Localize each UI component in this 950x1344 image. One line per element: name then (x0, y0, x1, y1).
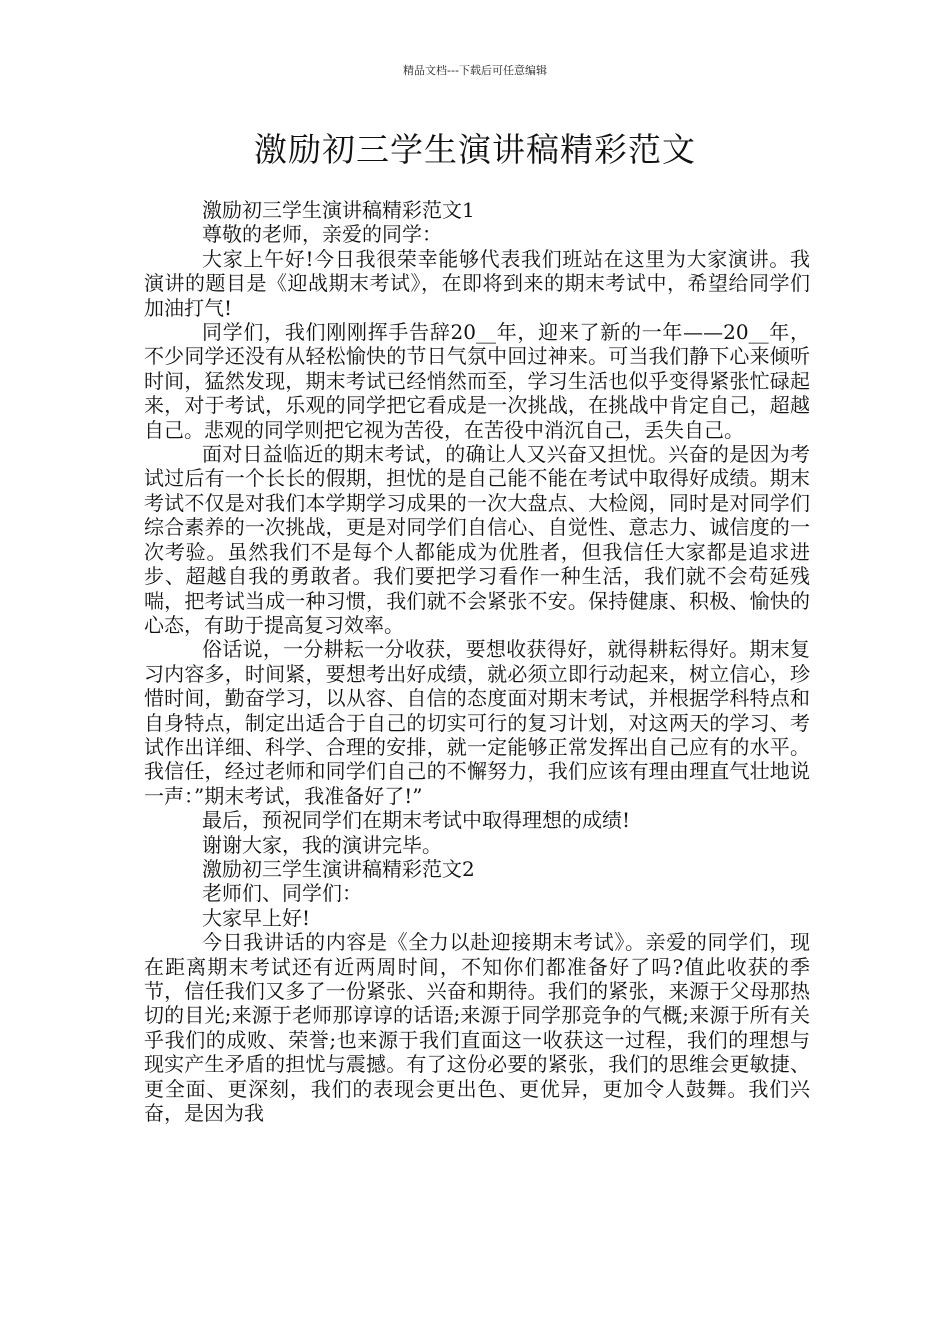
page-header-note: 精品文档---下载后可任意编辑 (403, 64, 547, 77)
salutation: 尊敬的老师，亲爱的同学： (202, 222, 442, 247)
paragraph: 大家上午好!今日我很荣幸能够代表我们班站在这里为大家演讲。我演讲的题目是《迎战期末考试》，在即将到来的期末考试中，希望给同学们加油打气! (144, 246, 810, 320)
paragraph: 俗话说，一分耕耘一分收获，要想收获得好，就得耕耘得好。期末复习内容多，时间紧，要想考出好成绩，就必须立即行动起来，树立信心，珍惜时间，勤奋学习，以从容、自信的态度面对期末考试，并根据学科特点和自身特点，制定出适合于自己的切实可行的复习计划，对这两天的学习、考试作出详细、科学、合理的安排，就一定能够正常发挥出自己应有的水平。我信任，经过老师和同学们自己的不懈努力，我们应该有理由理直气壮地说一声：”期末考试，我准备好了!” (144, 637, 810, 808)
paragraph: 面对日益临近的期末考试，的确让人又兴奋又担忧。兴奋的是因为考试过后有一个长长的假期，担忧的是自己能不能在考试中取得好成绩。期末考试不仅是对我们本学期学习成果的一次大盘点、大检阅，同时是对同学们综合素养的一次挑战，更是对同学们自信心、自觉性、意志力、诚信度的一次考验。虽然我们不是每个人都能成为优胜者，但我信任大家都是追求进步、超越自我的勇敢者。我们要把学习看作一种生活，我们就不会苟延残喘，把考试当成一种习惯，我们就不会紧张不安。保持健康、积极、愉快的心态，有助于提高复习效率。 (144, 442, 810, 637)
paragraph: 同学们，我们刚刚挥手告辞20__年，迎来了新的一年——20__年，不少同学还没有从轻松愉快的节日气氛中回过神来。可当我们静下心来倾听时间，猛然发现，期末考试已经悄然而至，学习生活也似乎变得紧张忙碌起来，对于考试，乐观的同学把它看成是一次挑战，在挑战中肯定自己，超越自己。悲观的同学则把它视为苦役，在苦役中消沉自己，丢失自己。 (144, 320, 810, 442)
paragraph: 最后，预祝同学们在期末考试中取得理想的成绩! (202, 808, 631, 833)
document-body (144, 198, 810, 1125)
paragraph: 谢谢大家，我的演讲完毕。 (202, 832, 442, 857)
salutation: 老师们、同学们： (202, 881, 362, 906)
section-heading-1: 激励初三学生演讲稿精彩范文1 (202, 198, 475, 222)
document-title: 激励初三学生演讲稿精彩范文 (254, 130, 696, 169)
greeting: 大家早上好! (202, 905, 311, 930)
section-heading-2: 激励初三学生演讲稿精彩范文2 (202, 856, 475, 881)
paragraph: 今日我讲话的内容是《全力以赴迎接期末考试》。亲爱的同学们，现在距离期末考试还有近两周时间，不知你们都准备好了吗?值此收获的季节，信任我们又多了一份紧张、兴奋和期待。我们的紧张，来源于父母那热切的目光;来源于老师那谆谆的话语;来源于同学那竞争的气概;来源于所有关乎我们的成败、荣誉;也来源于我们直面这一收获这一过程，我们的理想与现实产生矛盾的担忧与震撼。有了这份必要的紧张，我们的思维会更敏捷、更全面、更深刻，我们的表现会更出色、更优异，更加令人鼓舞。我们兴奋，是因为我 (144, 930, 810, 1126)
